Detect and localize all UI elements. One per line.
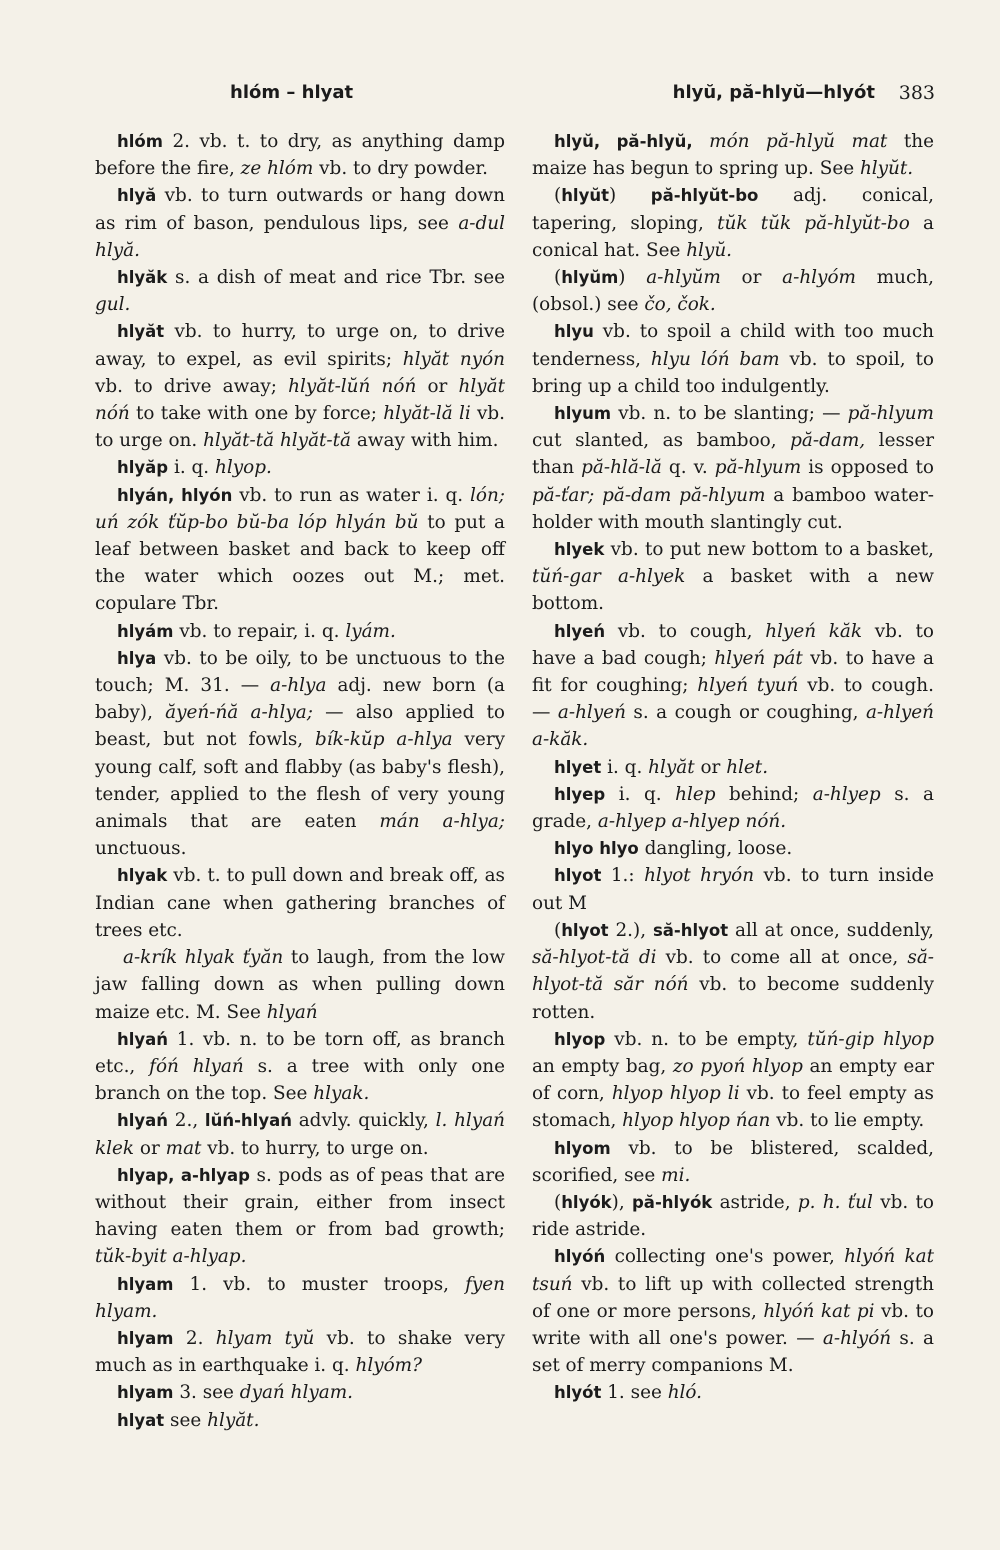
definition-text: s. pods as of peas that are without their grain, either from insect having eaten them or from bad growth;	[95, 1164, 506, 1241]
dictionary-entry	[532, 182, 934, 264]
definition-text: to put a leaf between basket and back to keep off the water which oozes out M.; met. copulare Tbr.	[95, 511, 505, 615]
definition-text: vb. to ride astride.	[532, 1191, 934, 1241]
definition-text: dangling, loose.	[638, 838, 793, 860]
example-italic: lyám.	[345, 620, 396, 642]
headword: hlyam	[117, 1274, 174, 1294]
definition-text: vb. to be oily, to be unctuous to the touch; M. 31. —	[95, 647, 505, 697]
headword: pă-hlyŭt-bo	[650, 186, 759, 206]
example-italic: tŭń-gip hlyop	[807, 1028, 934, 1050]
definition-text: vb. to spoil a child with too much tenderness,	[532, 321, 934, 370]
definition-text: a conical hat. See	[532, 212, 934, 261]
example-italic: a-krík hlyak ťyăn	[123, 947, 284, 969]
example-italic: hlyop hlyop ńan	[622, 1110, 771, 1132]
example-italic: a-hlyeń	[557, 702, 626, 724]
example-italic: món pă-hlyŭ mat	[709, 131, 888, 152]
example-italic: hlyóń kat tsuń	[532, 1246, 934, 1295]
dictionary-entry	[532, 318, 934, 400]
headword: hlyŭm	[561, 268, 619, 288]
example-italic: hlyóm?	[355, 1355, 422, 1377]
dictionary-entry	[532, 618, 934, 754]
headword: hlya	[117, 648, 157, 668]
example-italic: gul.	[95, 294, 131, 316]
headword: hlyam	[117, 1328, 174, 1348]
definition-text: away with him.	[351, 430, 499, 452]
definition-text: the maize has begun to spring up. See	[532, 131, 934, 180]
definition-text: vb. to shake very much as in earthquake i. q.	[95, 1327, 505, 1377]
definition-text: s. a cough or coughing,	[625, 702, 866, 724]
example-italic: ze hlóm	[240, 158, 314, 180]
definition-text: unctuous.	[95, 838, 187, 860]
example-italic: hlyăt nyón	[402, 348, 505, 370]
definition-text: vb. to write with all one's power. —	[532, 1300, 934, 1349]
dictionary-entry	[532, 917, 934, 1026]
example-italic: tŭń-gar a-hlyek	[532, 566, 686, 588]
definition-text: (	[554, 185, 562, 207]
definition-text: vb. n. to be slanting; —	[611, 403, 848, 425]
definition-text: vb. to hurry, to urge on, to drive away, to expel, as evil spirits;	[95, 321, 505, 370]
definition-text: 2.	[173, 1327, 216, 1349]
dictionary-entry	[95, 1325, 505, 1379]
example-italic: să-hlyot-tă săr nóń	[532, 947, 934, 996]
definition-text: i. q.	[601, 756, 649, 778]
example-italic: mán a-hlya;	[379, 811, 505, 833]
definition-text: or	[694, 756, 727, 778]
definition-text: (	[554, 919, 562, 941]
example-italic: hlyop hlyop li	[611, 1083, 740, 1105]
header-left: hlóm – hlyat	[230, 82, 354, 103]
dictionary-entry	[532, 536, 934, 618]
definition-text: s. a tree with only one branch on the top. See	[95, 1055, 505, 1105]
definition-text: to laugh, from the low jaw falling down as when pulling down maize etc. M. See	[95, 947, 505, 1023]
definition-text: )	[608, 185, 651, 207]
definition-text: i. q.	[168, 457, 215, 479]
example-italic: pă-ťar; pă-dam pă-hlyum	[532, 484, 766, 506]
definition-text: ),	[611, 1191, 632, 1213]
definition-text: 1.:	[601, 865, 645, 887]
definition-text: vb. to dry powder.	[313, 158, 488, 180]
headword: hlyap, a-hlyap	[117, 1165, 250, 1185]
headword: hlyot	[561, 920, 609, 940]
definition-text	[693, 131, 710, 152]
definition-text: vb. to hurry, to urge on.	[201, 1137, 429, 1159]
dictionary-entry	[532, 400, 934, 536]
definition-text: (	[554, 1191, 562, 1213]
definition-text: a bamboo water-holder with mouth slantingly cut.	[532, 484, 934, 533]
headword: hlyŭt	[561, 186, 609, 206]
dictionary-entry	[95, 482, 505, 618]
dictionary-entry	[532, 835, 934, 862]
example-italic: dyań hlyam.	[239, 1382, 353, 1404]
running-header	[95, 82, 935, 112]
definition-text: vb. to turn inside out M	[532, 865, 934, 914]
dictionary-entry	[95, 944, 505, 1026]
headword: hlyŭ, pă-hlyŭ,	[554, 132, 693, 151]
headword: hlyep	[554, 784, 606, 804]
dictionary-entry	[95, 182, 505, 264]
definition-text: vb. to feel empty as stomach,	[532, 1083, 934, 1132]
dictionary-entry	[95, 1379, 505, 1406]
example-italic: hlyot hryón	[644, 865, 755, 887]
example-italic: hlyak.	[313, 1083, 370, 1105]
dictionary-entry	[95, 1026, 505, 1108]
headword: hlyu	[554, 322, 594, 342]
headword: hlyă	[117, 186, 157, 206]
definition-text: 3. see	[173, 1382, 240, 1404]
headword: hlyók	[561, 1192, 612, 1212]
example-italic: hlyŭ.	[686, 239, 733, 261]
example-italic: tŭk tŭk pă-hlyŭt-bo	[717, 212, 910, 234]
example-italic: hlyóń kat pi	[763, 1300, 875, 1322]
example-italic: a-hlyeń a-kăk.	[532, 702, 934, 751]
headword: hlyót	[554, 1383, 602, 1403]
definition-text: an empty bag,	[532, 1055, 673, 1077]
definition-text: vb. to lift up with collected strength of one or more persons,	[532, 1273, 934, 1322]
headword: hlyăt	[117, 322, 165, 342]
dictionary-entry	[95, 645, 505, 863]
example-italic: hlyu lóń bam	[650, 348, 780, 370]
example-italic: a-hlyóm	[782, 267, 856, 289]
definition-text: s. a dish of meat and rice Tbr. see	[167, 267, 505, 289]
example-italic: čo, čok.	[644, 294, 716, 316]
headword: hlyom	[554, 1138, 611, 1158]
example-italic: a-hlyóń	[822, 1327, 892, 1349]
headword: pă-hlyók	[632, 1192, 713, 1212]
definition-text: vb. t. to pull down and break off, as Indian cane when gathering branches of trees etc.	[95, 865, 505, 941]
definition-text: 2.,	[168, 1110, 205, 1132]
dictionary-entry	[95, 862, 505, 944]
definition-text: 1. vb. n. to be torn off, as branch etc.,	[95, 1028, 505, 1077]
dictionary-entry	[95, 318, 505, 454]
definition-text: i. q.	[605, 783, 676, 805]
example-italic: mat	[165, 1137, 202, 1159]
headword: hlyán, hlyón	[117, 485, 233, 505]
dictionary-entry	[532, 264, 934, 318]
definition-text: vb. to spoil, to bring up a child too indulgently.	[532, 348, 934, 397]
headword: hlyek	[554, 540, 605, 560]
left-column	[95, 128, 505, 1434]
example-italic: hlyeń tyuń	[697, 675, 799, 697]
page-number: 383	[898, 82, 935, 104]
definition-text: is opposed to	[801, 457, 934, 479]
dictionary-entry	[95, 1271, 505, 1325]
example-italic: pă-hlyum	[847, 403, 934, 425]
headword: hlyam	[117, 1383, 174, 1403]
definition-text: vb. to repair, i. q.	[173, 620, 346, 642]
definition-text: collecting one's power,	[605, 1246, 845, 1268]
example-italic: pă-hlă-lă	[581, 457, 662, 479]
definition-text: vb. to come all at once,	[656, 947, 908, 969]
headword: să-hlyot	[652, 920, 729, 940]
definition-text: advly. quickly,	[291, 1110, 436, 1132]
definition-text: to take with one by force;	[129, 403, 384, 425]
example-italic: hlyăt-lŭń nóń	[288, 375, 417, 397]
dictionary-entry	[532, 1243, 934, 1379]
dictionary-entry	[532, 128, 934, 182]
example-italic: fóń hlyań	[149, 1055, 244, 1077]
definition-text: a basket with a new bottom.	[532, 566, 934, 615]
definition-text: vb. to cough,	[605, 620, 766, 642]
dictionary-entry	[95, 264, 505, 318]
example-italic: pă-dam,	[790, 430, 866, 452]
example-italic: hlyam tyŭ	[215, 1327, 315, 1349]
definition-text: vb. to put new bottom to a basket,	[604, 539, 934, 561]
example-italic: hlyop.	[215, 457, 272, 479]
dictionary-entry	[532, 1379, 934, 1406]
definition-text: — also applied to beast, but not fowls,	[95, 702, 506, 751]
definition-text: adj. new born (a baby),	[95, 675, 505, 724]
dictionary-entry	[95, 1162, 505, 1271]
example-italic: hlyăt.	[207, 1409, 260, 1431]
dictionary-entry	[532, 1026, 934, 1135]
headword: hlyań	[117, 1029, 169, 1049]
definition-text: adj. conical, tapering, sloping,	[532, 185, 934, 234]
headword: hlóm	[117, 132, 163, 151]
example-italic: hlyeń kăk	[765, 620, 863, 642]
dictionary-entry	[532, 754, 934, 781]
example-italic: hlet.	[726, 756, 769, 778]
headword: hlyet	[554, 757, 602, 777]
headword: hlyum	[554, 404, 612, 424]
example-italic: l. hlyań klek	[95, 1110, 505, 1159]
headword: hlyat	[117, 1410, 165, 1430]
definition-text: )	[618, 267, 647, 289]
header-right: hlyŭ, pă-hlyŭ—hlyót	[672, 82, 875, 103]
example-italic: a-dul hlyă.	[95, 212, 505, 261]
example-italic: hlyăt-lă li	[383, 403, 471, 425]
definition-text: (	[554, 267, 562, 289]
definition-text: vb. to urge on.	[95, 403, 506, 452]
definition-text: or	[416, 375, 459, 397]
example-italic: hlyŭt.	[859, 158, 914, 180]
definition-text: vb. n. to be empty,	[605, 1028, 808, 1050]
headword: hlyot	[554, 866, 602, 886]
example-italic: a-hlyep	[812, 783, 881, 805]
example-italic: hlyań	[266, 1001, 318, 1023]
definition-text: vb. to drive away;	[95, 375, 289, 397]
definition-text: much, (obsol.) see	[532, 267, 934, 316]
example-italic: hlep	[675, 783, 716, 805]
definition-text: see	[164, 1409, 208, 1431]
definition-text: 1. vb. to muster troops,	[173, 1273, 466, 1295]
example-italic: hlyăt-tă hlyăt-tă	[203, 430, 351, 452]
headword: hlyăp	[117, 458, 169, 478]
example-italic: hlyeń pát	[714, 647, 803, 669]
definition-text: an empty ear of corn,	[532, 1055, 935, 1105]
headword: hlyăk	[117, 268, 168, 288]
example-italic: hlyăt nóń	[95, 375, 505, 425]
example-italic: să-hlyot-tă di	[532, 947, 657, 969]
definition-text: astride,	[712, 1191, 798, 1213]
definition-text: vb. to have a bad cough;	[532, 620, 934, 669]
headword: hlyań	[117, 1111, 169, 1131]
definition-text: q. v.	[661, 457, 715, 479]
dictionary-entry	[532, 862, 934, 916]
definition-text: 1. see	[601, 1382, 668, 1404]
dictionary-entry	[532, 1135, 934, 1189]
dictionary-entry	[95, 1107, 505, 1161]
dictionary-entry	[95, 1407, 505, 1434]
definition-text: s. a set of merry companions M.	[532, 1327, 934, 1377]
dictionary-entry	[532, 781, 934, 835]
definition-text: lesser than	[532, 430, 934, 479]
headword: hlyám	[117, 621, 174, 641]
definition-text: vb. to cough. —	[532, 675, 934, 724]
headword: hlyo hlyo	[554, 839, 639, 859]
headword: hlyeń	[554, 621, 606, 641]
definition-text: vb. to lie empty.	[770, 1110, 925, 1132]
dictionary-entry	[95, 128, 505, 182]
definition-text: all at once, suddenly,	[728, 919, 934, 941]
definition-text: very young calf, soft and flabby (as baby's flesh), tender, applied to the flesh of very young animals that are eaten	[95, 729, 505, 833]
definition-text: 2. vb. t. to dry, as anything damp before the fire,	[95, 131, 505, 180]
dictionary-entry	[95, 618, 505, 645]
right-column	[532, 128, 934, 1407]
definition-text: behind;	[715, 783, 813, 805]
definition-text: vb. to turn outwards or hang down as rim of bason, pendulous lips, see	[95, 185, 505, 234]
example-italic: fyen hlyam.	[95, 1273, 505, 1322]
example-italic: a-hlyŭm	[646, 267, 721, 289]
example-italic: hlyăt	[648, 756, 695, 778]
example-italic: zo pyoń hlyop	[672, 1055, 803, 1077]
example-italic: hló.	[667, 1382, 703, 1404]
example-italic: lón; uń zók ťŭp-bo bŭ-ba lóp hlyán bŭ	[95, 484, 505, 533]
definition-text: cut slanted, as bamboo,	[532, 430, 791, 452]
definition-text: vb. to be blistered, scalded, scorified, see	[532, 1137, 934, 1186]
definition-text: 2.),	[608, 919, 653, 941]
definition-text: vb. to run as water i. q.	[232, 484, 470, 506]
headword: hlyak	[117, 866, 168, 886]
definition-text: vb. to have a fit for coughing;	[532, 647, 934, 697]
headword: lŭń-hlyań	[204, 1111, 292, 1131]
example-italic: mi.	[661, 1164, 691, 1186]
definition-text: or	[720, 267, 783, 289]
definition-text: s. a grade,	[532, 783, 934, 833]
headword: hlyóń	[554, 1247, 606, 1267]
example-italic: p. h. ťul	[797, 1191, 873, 1213]
example-italic: pă-hlyum	[714, 457, 802, 479]
definition-text: vb. to become suddenly rotten.	[532, 974, 935, 1023]
definition-text: or	[134, 1137, 166, 1159]
example-italic: a-hlya	[270, 675, 327, 697]
example-italic: tŭk-byit a-hlyap.	[95, 1246, 247, 1268]
dictionary-entry	[95, 454, 505, 481]
example-italic: a-hlyep a-hlyep nóń.	[597, 811, 787, 833]
example-italic: bík-kŭp a-hlya	[315, 729, 453, 751]
headword: hlyop	[554, 1029, 606, 1049]
example-italic: ăyeń-ńă a-hlya;	[165, 702, 313, 724]
dictionary-entry	[532, 1189, 934, 1243]
